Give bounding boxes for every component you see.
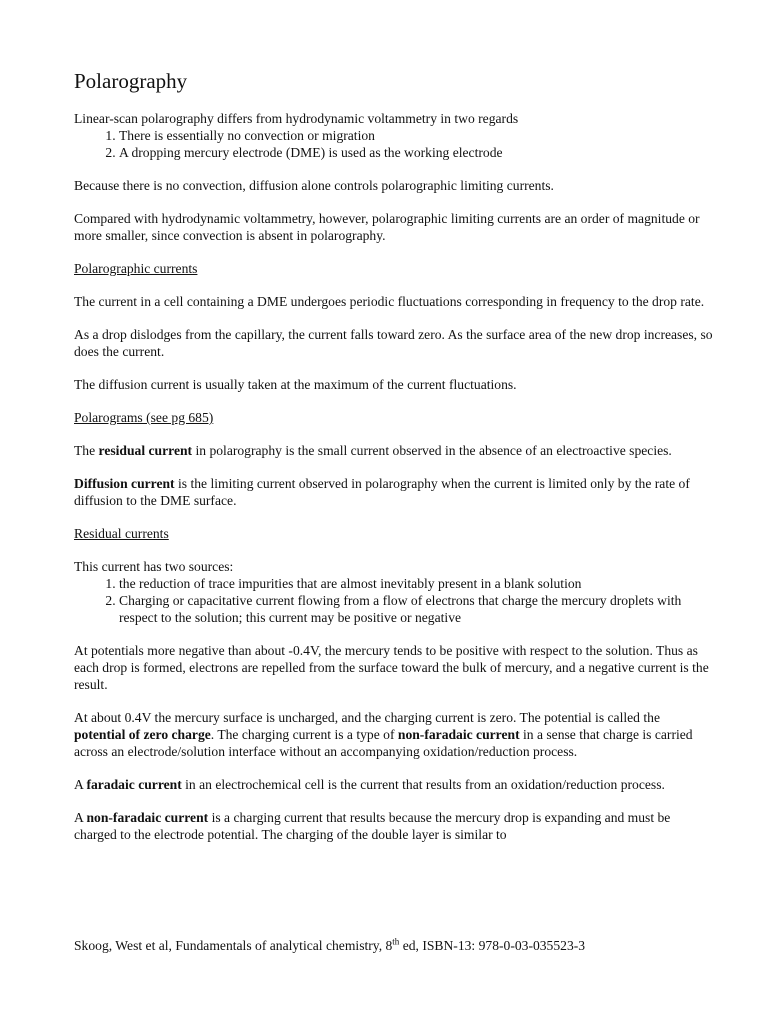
term-faradaic-current: faradaic current — [86, 777, 182, 792]
paragraph-compared: Compared with hydrodynamic voltammetry, however, polarographic limiting currents are an order of magnitude or more smaller, since convection is absent in polarography. — [74, 211, 700, 243]
section-heading-polarographic-currents: Polarographic currents — [74, 261, 198, 276]
paragraph-current-fluctuations: The current in a cell containing a DME undergoes periodic fluctuations corresponding in frequency to the drop rate. — [74, 294, 705, 309]
paragraph-residual-current — [74, 442, 714, 459]
section-heading-residual-currents: Residual currents — [74, 526, 169, 541]
paragraph-convection: Because there is no convection, diffusion alone controls polarographic limiting currents. — [74, 178, 554, 193]
paragraph-negative-potentials: At potentials more negative than about -0.4V, the mercury tends to be positive with respect to the solution. Thus as each drop is formed, electrons are repelled from the surface toward the bulk of mercury, and a negative current is the result. — [74, 643, 709, 692]
intro-list — [74, 127, 714, 161]
footer-text: ed, ISBN-13: 978-0-03-035523-3 — [399, 938, 586, 953]
text-span: A — [74, 810, 87, 825]
paragraph-zero-charge — [74, 709, 714, 760]
list-item: 1. There is essentially no convection or migration — [119, 127, 714, 144]
paragraph-faradaic-current — [74, 776, 714, 793]
list-item: 1. the reduction of trace impurities that are almost inevitably present in a blank solution — [119, 575, 714, 592]
list-item: 2. A dropping mercury electrode (DME) is used as the working electrode — [119, 144, 714, 161]
term-potential-zero-charge: potential of zero charge — [74, 727, 211, 742]
text-span: A — [74, 777, 87, 792]
footer-text: Skoog, West et al, Fundamentals of analytical chemistry, 8 — [74, 938, 393, 953]
term-non-faradaic-current: non-faradaic current — [397, 727, 520, 742]
text-span: in polarography is the small current observed in the absence of an electroactive species. — [192, 443, 672, 458]
paragraph-two-sources: This current has two sources: — [74, 559, 234, 574]
paragraph-drop-dislodges: As a drop dislodges from the capillary, the current falls toward zero. As the surface area of the new drop increases, so does the current. — [74, 327, 713, 359]
list-item: 2. Charging or capacitative current flowing from a flow of electrons that charge the mercury droplets with respect to the solution; this current may be positive or negative — [119, 592, 714, 626]
document-page — [74, 68, 714, 859]
term-diffusion-current: Diffusion current — [74, 476, 175, 491]
text-span: . The charging current is a type of — [210, 727, 398, 742]
text-span: At about 0.4V the mercury surface is uncharged, and the charging current is zero. The potential is called the — [74, 710, 660, 725]
text-span: The — [74, 443, 99, 458]
section-heading-polarograms: Polarograms (see pg 685) — [74, 410, 214, 425]
paragraph-non-faradaic-current — [74, 809, 714, 843]
text-span: in a sense that charge is carried across an electrode/solution interface without an accompanying oxidation/reduction process. — [74, 727, 693, 759]
reference-footer — [74, 937, 585, 954]
term-residual-current: residual current — [98, 443, 193, 458]
paragraph-diffusion-current — [74, 475, 714, 509]
paragraph-diffusion-maximum: The diffusion current is usually taken at the maximum of the current fluctuations. — [74, 377, 517, 392]
term-non-faradaic-current: non-faradaic current — [86, 810, 209, 825]
text-span: is a charging current that results because the mercury drop is expanding and must be charged to the electrode potential. The charging of the double layer is similar to — [74, 810, 671, 842]
text-span: in an electrochemical cell is the current that results from an oxidation/reduction process. — [181, 777, 665, 792]
sources-list — [74, 575, 714, 626]
page-title: Polarography — [74, 69, 188, 93]
intro-text: Linear-scan polarography differs from hydrodynamic voltammetry in two regards — [74, 111, 519, 126]
text-span: is the limiting current observed in polarography when the current is limited only by the rate of diffusion to the DME surface. — [74, 476, 690, 508]
footer-superscript: th — [392, 936, 400, 947]
